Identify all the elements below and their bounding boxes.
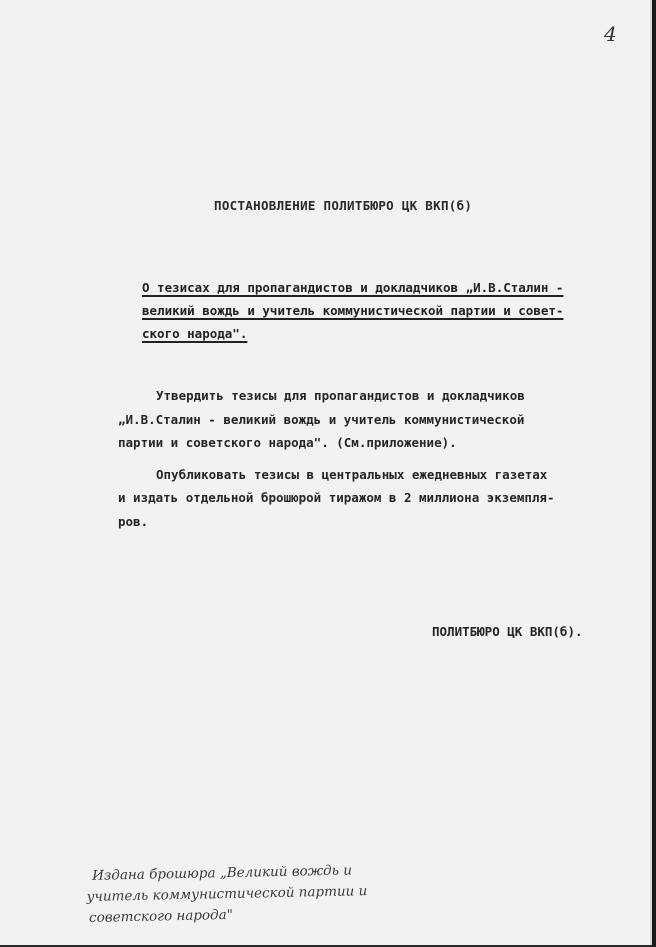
scan-border: [652, 0, 656, 947]
handwritten-note: [86, 855, 607, 929]
handwritten-line: учитель коммунистической партии и: [86, 883, 368, 905]
body-line: и издать отдельной брошюрой тиражом в 2 миллиона экземпля-: [118, 490, 555, 505]
body-line: ров.: [118, 513, 149, 529]
subject-line: великий вождь и учитель коммунистической партии и совет-: [142, 303, 564, 318]
handwritten-line: советского народа": [88, 906, 234, 926]
body-line: „И.В.Сталин - великий вождь и учитель коммунистической: [118, 411, 525, 427]
subject-line: ского народа".: [142, 326, 248, 341]
subject-line: О тезисах для пропагандистов и докладчиков „И.В.Сталин -: [142, 280, 564, 295]
body-line: партии и советского народа". (См.приложение).: [118, 435, 457, 450]
resolution-body: [118, 384, 638, 533]
body-line: Утвердить тезисы для пропагандистов и докладчиков: [156, 388, 525, 403]
signature: ПОЛИТБЮРО ЦК ВКП(б).: [432, 624, 583, 639]
resolution-subject: [142, 276, 642, 345]
body-line: Опубликовать тезисы в центральных ежедневных газетах: [156, 466, 548, 482]
handwritten-line: Издана брошюра „Великий вождь и: [92, 862, 353, 884]
document-title: ПОСТАНОВЛЕНИЕ ПОЛИТБЮРО ЦК ВКП(б): [214, 198, 473, 213]
page-number: 4: [604, 22, 617, 46]
